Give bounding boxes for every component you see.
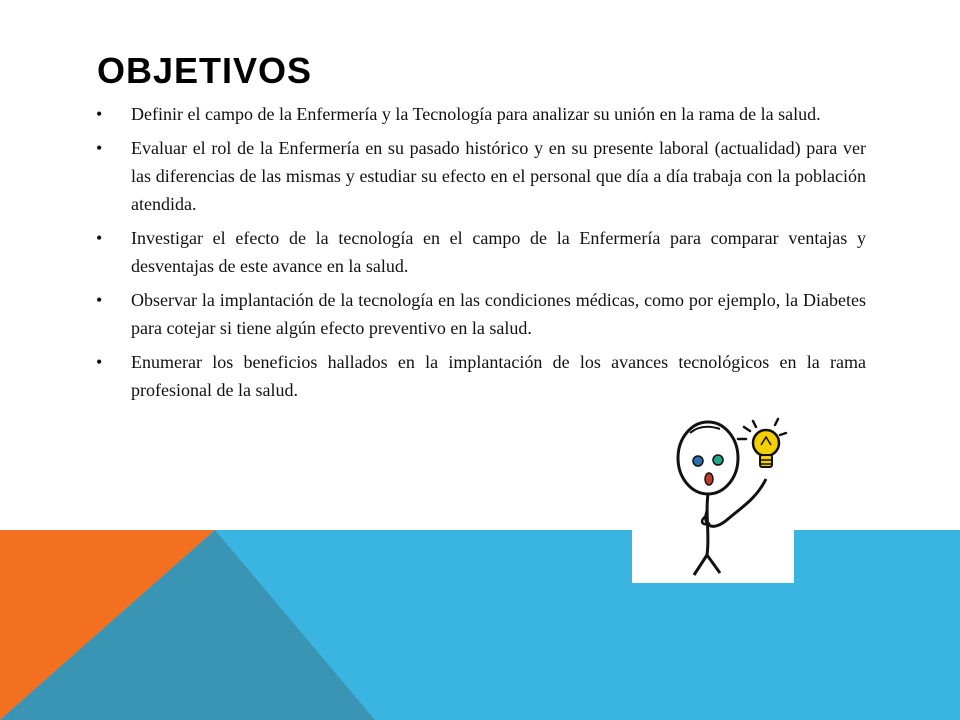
- bullet-dot: •: [96, 352, 103, 372]
- bullet-dot: •: [96, 104, 103, 124]
- bullet-text: Enumerar los beneficios hallados en la implantación de los avances tecnológicos en la rama profesional de la salud.: [131, 352, 866, 400]
- bullet-dot: •: [96, 228, 103, 248]
- raised-arm: [706, 479, 766, 526]
- bullet-text: Investigar el efecto de la tecnología en el campo de la Enfermería para comparar ventajas y desventajas de este avance en la salud.: [131, 228, 866, 276]
- list-item: [96, 100, 866, 128]
- stick-figure-idea-illustration: [632, 415, 794, 583]
- bullet-text: Evaluar el rol de la Enfermería en su pasado histórico y en su presente laboral (actualidad) para ver las diferencias de las mismas y estudiar su efecto en el personal que día a día trabaja con la población atendida.: [131, 138, 866, 214]
- bullet-text: Definir el campo de la Enfermería y la Tecnología para analizar su unión en la rama de la salud.: [131, 104, 821, 124]
- list-item: [96, 286, 866, 342]
- list-item: [96, 348, 866, 404]
- left-leg: [694, 555, 707, 575]
- left-eye: [693, 456, 703, 466]
- bullet-text: Observar la implantación de la tecnología en las condiciones médicas, como por ejemplo, la Diabetes para cotejar si tiene algún efecto preventivo en la salud.: [131, 290, 866, 338]
- slide-title: OBJETIVOS: [97, 50, 313, 91]
- bullet-dot: •: [96, 290, 103, 310]
- right-eye: [713, 455, 723, 465]
- stick-figure-lightbulb-icon: [632, 415, 794, 583]
- bulb-base: [760, 455, 772, 467]
- list-item: [96, 134, 866, 218]
- bulb-glass: [753, 430, 779, 456]
- objectives-list: [96, 100, 866, 410]
- hair: [690, 427, 720, 433]
- mouth: [705, 473, 713, 485]
- bullet-dot: •: [96, 138, 103, 158]
- right-leg: [707, 555, 720, 573]
- list-item: [96, 224, 866, 280]
